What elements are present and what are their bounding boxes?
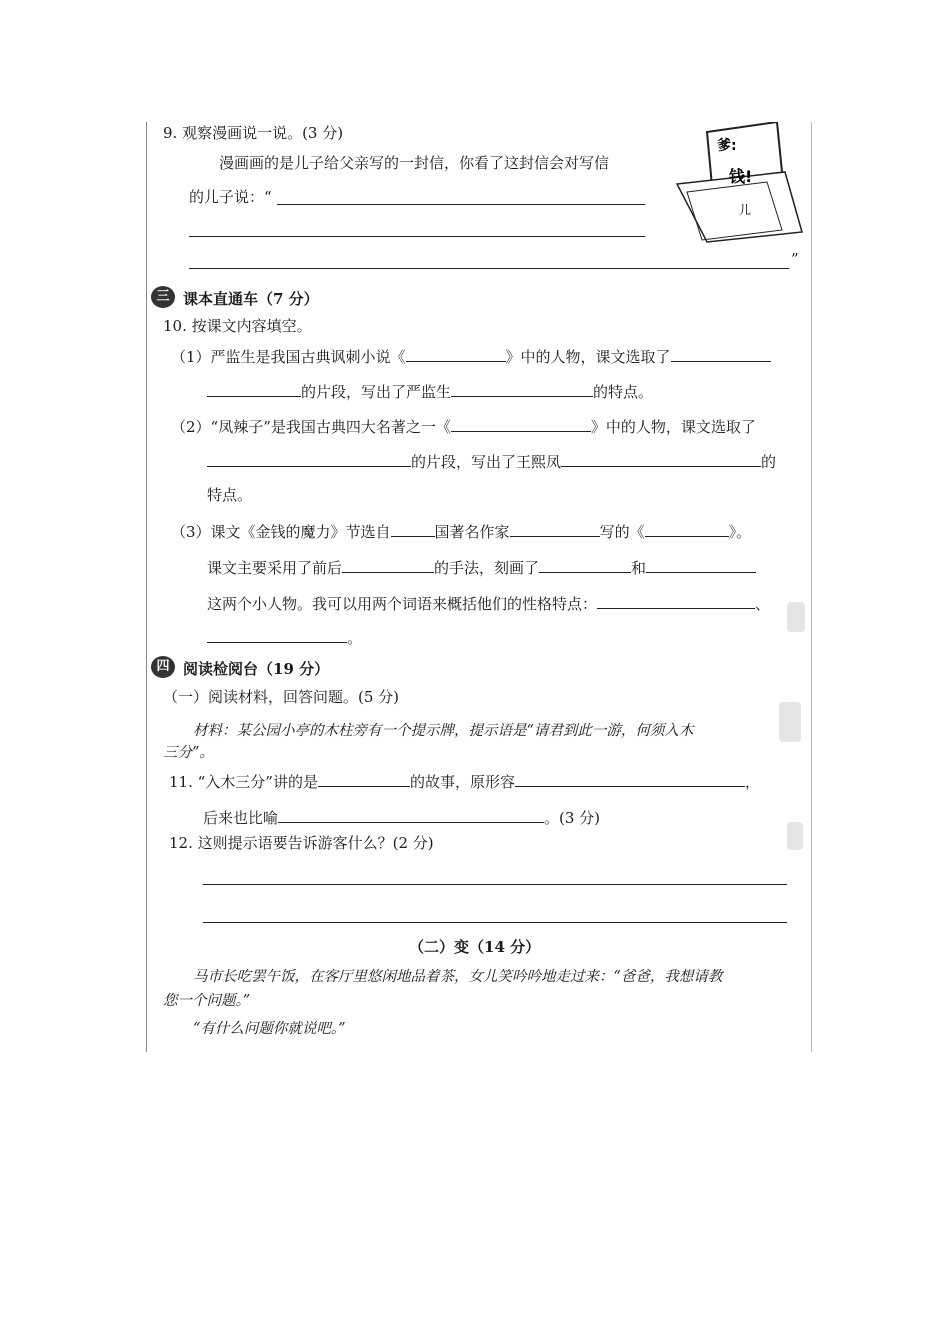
reading2-para1-line1: 马市长吃罢午饭，在客厅里悠闲地品着茶，女儿笑吟吟地走过来：“爸爸，我想请教 — [193, 969, 723, 985]
q10-p2-text-c: 的片段，写出了王熙凤 — [411, 453, 562, 471]
scan-noise — [787, 822, 803, 850]
q10-p1-text-b: 》中的人物，课文选取了 — [505, 348, 671, 366]
worksheet-page — [146, 122, 812, 1052]
q10-p1-line1 — [171, 347, 771, 366]
q10-p2-line3: 特点。 — [207, 486, 253, 504]
q12-title: 12. 这则提示语要告诉游客什么？(2 分) — [169, 834, 434, 852]
scan-noise — [779, 702, 801, 742]
blank-excerpt-1[interactable] — [671, 347, 771, 362]
blank-original-meaning[interactable] — [515, 772, 745, 787]
blank-novel-name[interactable] — [406, 347, 506, 362]
q10-p2-line2 — [207, 452, 776, 471]
q9-answer-line-2[interactable] — [189, 236, 645, 237]
q10-p1-text-a: （1）严监生是我国古典讽刺小说《 — [171, 348, 406, 366]
q11-text-a: 11. “入木三分”讲的是 — [169, 773, 318, 791]
q10-p1-text-c: 的片段，写出了严监生 — [301, 383, 452, 401]
q10-p3-text-a: （3）课文《金钱的魔力》节选自 — [171, 523, 391, 541]
q11-text-d: 后来也比喻 — [203, 809, 279, 827]
reading1-title: （一）阅读材料，回答问题。(5 分) — [163, 688, 400, 706]
q10-p2-text-a: （2）“凤辣子”是我国古典四大名著之一《 — [171, 418, 451, 436]
q10-p3-line3 — [207, 594, 770, 613]
q10-title: 10. 按课文内容填空。 — [163, 317, 312, 335]
q10-p3-line1 — [171, 522, 751, 541]
q9-prompt-line1: 漫画画的是儿子给父亲写的一封信，你看了这封信会对写信 — [219, 154, 610, 172]
q10-p3-text-e: 课文主要采用了前后 — [207, 559, 343, 577]
q10-p3-line4 — [207, 628, 362, 647]
blank-technique[interactable] — [342, 558, 434, 573]
q9-prompt-line2: 的儿子说：“ — [189, 188, 272, 206]
blank-figurative-meaning[interactable] — [278, 808, 544, 823]
q11-line2 — [203, 808, 600, 827]
q11-text-e: 。(3 分) — [544, 809, 601, 827]
q10-p3-line2 — [207, 558, 756, 577]
reading2-title: （二）变（14 分） — [409, 938, 541, 956]
section4-badge: 四 — [151, 656, 175, 678]
blank-excerpt-1b[interactable] — [207, 382, 301, 397]
reading1-material-2: 三分”。 — [163, 745, 214, 761]
q10-p3-text-j: 。 — [347, 629, 363, 647]
section3-title: 课本直通车（7 分） — [183, 290, 319, 308]
q10-p3-text-h: 这两个小人物。我可以用两个词语来概括他们的性格特点： — [207, 595, 598, 613]
q10-p1-line2 — [207, 382, 653, 401]
comic-letter-illustration — [667, 122, 807, 252]
blank-trait-word-1[interactable] — [597, 594, 755, 609]
blank-character-1[interactable] — [539, 558, 631, 573]
q10-p3-text-c: 写的《 — [599, 523, 645, 541]
q9-close-quote: ” — [791, 250, 799, 268]
section4-title: 阅读检阅台（19 分） — [183, 660, 330, 678]
q11-text-b: 的故事，原形容 — [409, 773, 515, 791]
blank-classic-name[interactable] — [451, 417, 591, 432]
reading1-material-1: 材料：某公园小亭的木柱旁有一个提示牌，提示语是“请君到此一游，何须入木 — [193, 723, 694, 739]
q9-title: 9. 观察漫画说一说。(3 分) — [163, 124, 344, 142]
q10-p3-text-f: 的手法，刻画了 — [434, 559, 540, 577]
blank-country[interactable] — [391, 522, 435, 537]
q10-p3-text-b: 国著名作家 — [434, 523, 510, 541]
blank-excerpt-2[interactable] — [207, 452, 411, 467]
blank-trait-1[interactable] — [451, 382, 593, 397]
q9-answer-line-3[interactable] — [189, 268, 789, 269]
blank-character-2[interactable] — [646, 558, 756, 573]
section3-badge: 三 — [151, 286, 175, 308]
q10-p2-text-d: 的 — [761, 453, 777, 471]
q11-text-c: ， — [744, 773, 760, 791]
q10-p3-text-i: 、 — [755, 595, 771, 613]
q9-answer-line-1[interactable] — [277, 204, 645, 205]
blank-trait-word-2[interactable] — [207, 628, 347, 643]
blank-work-title[interactable] — [645, 522, 729, 537]
q12-answer-line-2[interactable] — [203, 922, 787, 923]
q10-p3-text-g: 和 — [631, 559, 647, 577]
q12-answer-line-1[interactable] — [203, 884, 787, 885]
comic-text-1: 爹: — [717, 138, 737, 154]
reading2-para1-line2: 您一个问题。” — [163, 993, 251, 1009]
q10-p2-line1 — [171, 417, 756, 436]
blank-story[interactable] — [318, 772, 410, 787]
blank-author[interactable] — [510, 522, 600, 537]
q11-line1 — [169, 772, 760, 791]
q10-p2-text-b: 》中的人物，课文选取了 — [590, 418, 756, 436]
q10-p3-text-d: 》。 — [728, 523, 752, 541]
scan-noise — [787, 602, 805, 632]
comic-text-2: 钱! — [729, 167, 753, 186]
comic-text-3: 儿 — [739, 203, 752, 217]
reading2-para2: “有什么问题你就说吧。” — [193, 1021, 346, 1037]
q10-p1-text-d: 的特点。 — [593, 383, 654, 401]
blank-trait-2[interactable] — [561, 452, 761, 467]
